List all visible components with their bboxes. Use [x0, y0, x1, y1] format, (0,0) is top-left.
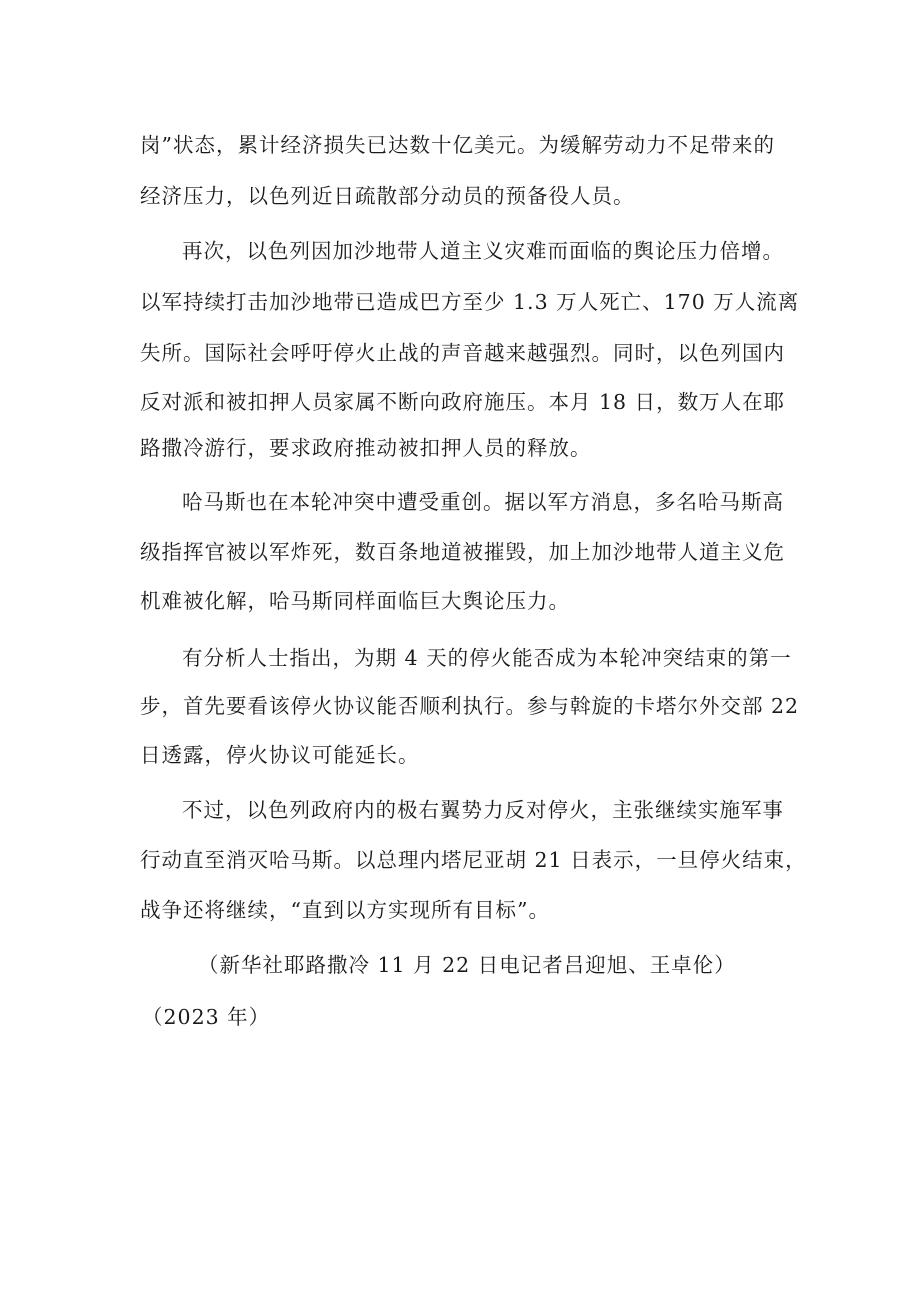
text-line-10: 机难被化解，哈马斯同样面临巨大舆论压力。	[140, 589, 570, 613]
year-line: （2023 年）	[142, 1005, 271, 1029]
text-line-3: 再次，以色列因加沙地带人道主义灾难而面临的舆论压力倍增。	[182, 239, 784, 263]
text-line-7: 路撒冷游行，要求政府推动被扣押人员的释放。	[140, 436, 592, 460]
text-line-4: 以军持续打击加沙地带已造成巴方至少 1.3 万人死亡、170 万人流离	[140, 290, 800, 314]
text-line-1: 岗”状态，累计经济损失已达数十亿美元。为缓解劳动力不足带来的	[140, 133, 775, 157]
text-line-5: 失所。国际社会呼吁停火止战的声音越来越强烈。同时，以色列国内	[140, 341, 785, 365]
text-line-9: 级指挥官被以军炸死，数百条地道被摧毁，加上加沙地带人道主义危	[140, 540, 785, 564]
text-line-6: 反对派和被扣押人员家属不断向政府施压。本月 18 日，数万人在耶	[140, 390, 786, 414]
text-line-13: 日透露，停火协议可能延长。	[140, 743, 420, 767]
text-line-15: 行动直至消灭哈马斯。以总理内塔尼亚胡 21 日表示，一旦停火结束，	[140, 848, 807, 872]
source-line: （新华社耶路撒冷 11 月 22 日电记者吕迎旭、王卓伦）	[198, 953, 736, 977]
text-line-14: 不过，以色列政府内的极右翼势力反对停火，主张继续实施军事	[182, 798, 784, 822]
text-line-8: 哈马斯也在本轮冲突中遭受重创。据以军方消息，多名哈马斯高	[182, 490, 784, 514]
text-line-16: 战争还将继续，“直到以方实现所有目标”。	[140, 898, 550, 922]
text-line-12: 步，首先要看该停火协议能否顺利执行。参与斡旋的卡塔尔外交部 22	[140, 694, 800, 718]
text-line-11: 有分析人士指出，为期 4 天的停火能否成为本轮冲突结束的第一	[182, 646, 792, 670]
text-line-2: 经济压力，以色列近日疏散部分动员的预备役人员。	[140, 184, 635, 208]
